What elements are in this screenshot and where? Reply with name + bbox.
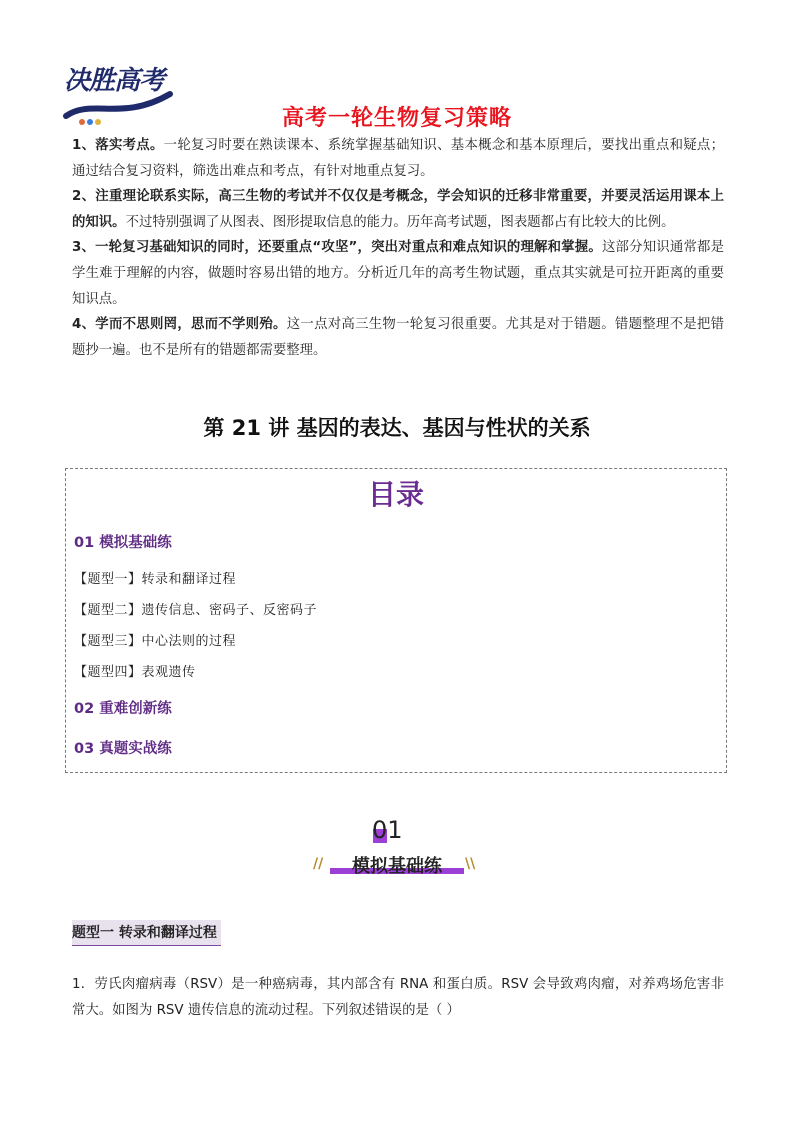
logo-text: 决胜高考 (64, 66, 165, 96)
toc-subsection-3[interactable]: 【题型三】中心法则的过程 (74, 634, 237, 649)
type-heading: 题型一 转录和翻译过程 (72, 920, 221, 946)
strategy-item: 3、一轮复习基础知识的同时，还要重点“攻坚”，突出对重点和难点知识的理解和掌握。这部分知识通常都是学生难于理解的内容，做题时容易出错的地方。分析近几年的高考生物试题，重点其实就是可拉开距离的重要知识点。 (72, 240, 725, 307)
strategy-item: 2、注重理论联系实际，高三生物的考试并不仅仅是考概念，学会知识的迁移非常重要，并要灵活运用课本上的知识。不过特别强调了从图表、图形提取信息的能力。历年高考试题，图表题都占有比较大的比例。 (72, 189, 724, 230)
strategy-list (72, 133, 724, 363)
toc-title: 目录 (367, 478, 424, 511)
toc-subsection-2[interactable]: 【题型二】遗传信息、密码子、反密码子 (74, 603, 318, 618)
toc-subsection-1[interactable]: 【题型一】转录和翻译过程 (74, 572, 237, 587)
toc-box (65, 468, 727, 773)
toc-section-1[interactable]: 01 模拟基础练 (74, 535, 172, 551)
badge-right-mark: \\ (465, 856, 476, 872)
question-text: 1．劳氏肉瘤病毒（RSV）是一种癌病毒，其内部含有 RNA 和蛋白质。RSV 会导致鸡肉瘤，对养鸡场危害非常大。如图为 RSV 遗传信息的流动过程。下列叙述错误的是（ ） (72, 977, 724, 1018)
badge-left-mark: // (313, 856, 324, 872)
badge-label: 模拟基础练 (352, 856, 442, 877)
lesson-title: 第 21 讲 基因的表达、基因与性状的关系 (203, 416, 591, 440)
toc-section-2[interactable]: 02 重难创新练 (74, 701, 172, 717)
strategy-item: 1、落实考点。一轮复习时要在熟读课本、系统掌握基础知识、基本概念和基本原理后，要找出重点和疑点；通过结合复习资料，筛选出难点和考点，有针对地重点复习。 (72, 138, 724, 179)
strategy-title: 高考一轮生物复习策略 (281, 106, 512, 131)
badge-number: 01 (372, 816, 403, 844)
toc-subsection-4[interactable]: 【题型四】表观遗传 (74, 665, 196, 680)
toc-section-3[interactable]: 03 真题实战练 (74, 741, 172, 757)
strategy-item: 4、学而不思则罔，思而不学则殆。这一点对高三生物一轮复习很重要。尤其是对于错题。错题整理不是把错题抄一遍。也不是所有的错题都需要整理。 (72, 317, 724, 358)
